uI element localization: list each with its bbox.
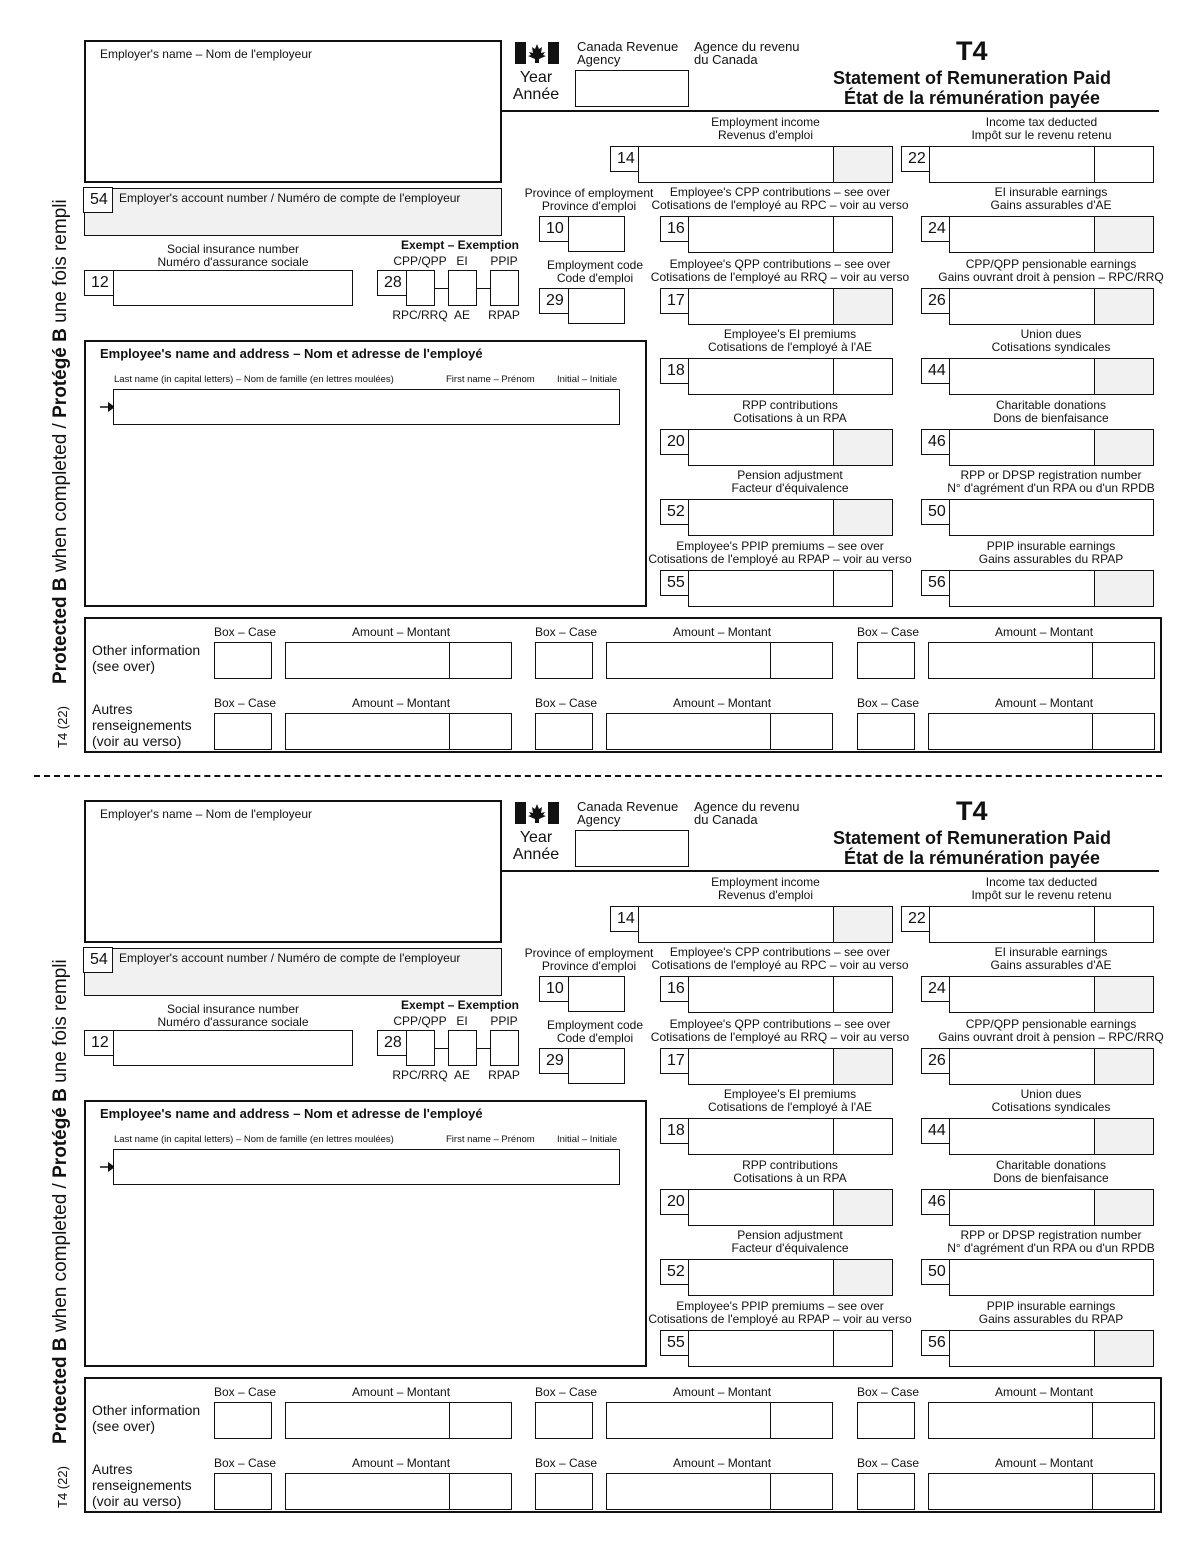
- box-56-label: PPIP insurable earnings Gains assurables du RPAP: [978, 539, 1124, 566]
- exempt-title: Exempt – Exemption: [400, 238, 520, 252]
- other-amount-cents[interactable]: [770, 643, 832, 678]
- year-label: Year Année: [512, 829, 560, 863]
- box-26-field[interactable]: [949, 288, 1154, 325]
- box-52-cents[interactable]: [833, 1260, 892, 1295]
- other-box-code-field[interactable]: [857, 1402, 915, 1439]
- form-title: Statement of Remuneration Paid État de la rémunération payée: [832, 68, 1112, 108]
- box-18-cents[interactable]: [833, 359, 892, 394]
- box-20-field[interactable]: [688, 429, 893, 466]
- box-14-number: 14: [610, 146, 640, 172]
- header-rule: [502, 870, 1159, 872]
- other-amount-field[interactable]: [606, 642, 833, 679]
- box-18-field[interactable]: [688, 1118, 893, 1155]
- box-55-number: 55: [660, 570, 690, 596]
- box-24-field[interactable]: [949, 216, 1154, 253]
- box-16-number: 16: [660, 216, 690, 242]
- province-field[interactable]: [568, 976, 625, 1012]
- box-17-cents[interactable]: [833, 289, 892, 324]
- box-18-number: 18: [660, 1118, 690, 1144]
- box-26-cents[interactable]: [1094, 1049, 1153, 1084]
- other-box-code-field[interactable]: [857, 713, 915, 750]
- other-amount-label: Amount – Montant: [673, 625, 772, 639]
- box-20-number: 20: [660, 429, 690, 455]
- other-box-label: Box – Case: [857, 696, 920, 710]
- box-55-cents[interactable]: [833, 571, 892, 606]
- other-box-label: Box – Case: [535, 696, 598, 710]
- emp-code-field[interactable]: [568, 288, 625, 324]
- box-50-number: 50: [921, 1259, 951, 1285]
- other-amount-label: Amount – Montant: [995, 1456, 1094, 1470]
- box-16-field[interactable]: [688, 976, 893, 1013]
- year-field[interactable]: [575, 70, 689, 107]
- employer-name-label: Employer's name – Nom de l'employeur: [100, 47, 313, 61]
- other-info-section: Other information (see over) Autres renseignements (voir au verso) Box – Case Amount – Montant Box – Case Amount – Montant Box – Case Amount – Montant Box – Case Amount – Montant Box – Case Amount – Montant Box – Case Amount – Montant: [84, 617, 1162, 753]
- other-box-code-field[interactable]: [214, 642, 272, 679]
- box-52-label: Pension adjustment Facteur d'équivalence: [731, 468, 849, 495]
- other-box-label: Box – Case: [214, 625, 277, 639]
- box-18-label: Employee's EI premiums Cotisations de l'employé à l'AE: [708, 1087, 872, 1114]
- box-26-label: CPP/QPP pensionable earnings Gains ouvrant droit à pension – RPC/RRQ: [938, 1017, 1164, 1044]
- canada-flag-icon: [515, 42, 559, 64]
- other-amount-cents[interactable]: [770, 1403, 832, 1438]
- box-56-number: 56: [921, 570, 951, 596]
- agency-name-en: Canada Revenue Agency: [577, 799, 679, 827]
- other-amount-field[interactable]: [285, 1402, 512, 1439]
- box-16-cents[interactable]: [833, 977, 892, 1012]
- box-44-label: Union dues Cotisations syndicales: [991, 327, 1111, 354]
- box-52-number: 52: [660, 1259, 690, 1285]
- box-20-field[interactable]: [688, 1189, 893, 1226]
- other-amount-field[interactable]: [285, 642, 512, 679]
- other-box-code-field[interactable]: [535, 1473, 593, 1510]
- province-box-number: 10: [539, 976, 569, 1002]
- box-24-cents[interactable]: [1094, 977, 1153, 1012]
- exempt-title: Exempt – Exemption: [400, 998, 520, 1012]
- box-17-number: 17: [660, 288, 690, 314]
- other-box-code-field[interactable]: [214, 1402, 272, 1439]
- employer-name-field[interactable]: [84, 40, 502, 183]
- box-26-cents[interactable]: [1094, 289, 1153, 324]
- box-22-number: 22: [901, 146, 931, 172]
- box-56-label: PPIP insurable earnings Gains assurables du RPAP: [978, 1299, 1124, 1326]
- box-55-label: Employee's PPIP premiums – see over Cotisations de l'employé au RPAP – voir au verso: [648, 539, 912, 566]
- other-amount-label: Amount – Montant: [995, 696, 1094, 710]
- box-50-field[interactable]: [949, 499, 1154, 536]
- box-17-field[interactable]: [688, 288, 893, 325]
- other-amount-cents[interactable]: [449, 643, 511, 678]
- exempt-cpp-checkbox[interactable]: [406, 270, 435, 306]
- box-17-field[interactable]: [688, 1048, 893, 1085]
- box-16-label: Employee's CPP contributions – see over Cotisations de l'employé au RPC – voir au verso: [651, 945, 909, 972]
- box-44-number: 44: [921, 1118, 951, 1144]
- other-amount-field[interactable]: [928, 642, 1155, 679]
- other-amount-field[interactable]: [606, 713, 833, 750]
- box-46-number: 46: [921, 1189, 951, 1215]
- other-box-code-field[interactable]: [857, 642, 915, 679]
- agency-name-fr: Agence du revenu du Canada: [694, 799, 800, 827]
- box-46-label: Charitable donations Dons de bienfaisance: [993, 398, 1109, 425]
- box-14-field[interactable]: [638, 146, 893, 183]
- province-box-number: 10: [539, 216, 569, 242]
- exempt-ppip-checkbox[interactable]: [490, 270, 519, 306]
- box-14-number: 14: [610, 906, 640, 932]
- other-amount-label: Amount – Montant: [352, 1385, 451, 1399]
- box-18-cents[interactable]: [833, 1119, 892, 1154]
- other-amount-cents[interactable]: [1092, 714, 1154, 749]
- employer-name-field[interactable]: [84, 800, 502, 943]
- box-50-number: 50: [921, 499, 951, 525]
- exempt-ei-checkbox[interactable]: [448, 1030, 477, 1066]
- protected-b-notice: Protected B when completed / Protégé B une fois rempli: [50, 199, 71, 684]
- box-52-field[interactable]: [688, 1259, 893, 1296]
- box-16-field[interactable]: [688, 216, 893, 253]
- employee-address-box: Employee's name and address – Nom et adresse de l'employé Last name (in capital letters) – Nom de famille (en lettres moulées) First name – Prénom Initial – Initiale: [84, 1100, 647, 1367]
- other-box-code-field[interactable]: [214, 1473, 272, 1510]
- other-box-label: Box – Case: [857, 1456, 920, 1470]
- box-52-number: 52: [660, 499, 690, 525]
- sin-box-number: 12: [84, 270, 114, 296]
- agency-name-en: Canada Revenue Agency: [577, 39, 679, 67]
- box-20-cents[interactable]: [833, 430, 892, 465]
- box-22-field[interactable]: [929, 146, 1154, 183]
- box-22-label: Income tax deducted Impôt sur le revenu retenu: [971, 875, 1112, 902]
- box-14-cents[interactable]: [833, 907, 892, 942]
- exempt-box-number: 28: [377, 270, 407, 296]
- box-52-label: Pension adjustment Facteur d'équivalence: [731, 1228, 849, 1255]
- sin-field[interactable]: [113, 270, 353, 306]
- box-44-number: 44: [921, 358, 951, 384]
- box-46-field[interactable]: [949, 1189, 1154, 1226]
- other-amount-cents[interactable]: [1092, 1403, 1154, 1438]
- box-56-cents[interactable]: [1094, 1331, 1153, 1366]
- year-field[interactable]: [575, 830, 689, 867]
- employee-address-box: Employee's name and address – Nom et adresse de l'employé Last name (in capital letters) – Nom de famille (en lettres moulées) First name – Prénom Initial – Initiale: [84, 340, 647, 607]
- sin-field[interactable]: [113, 1030, 353, 1066]
- box-14-field[interactable]: [638, 906, 893, 943]
- canada-flag-icon: [515, 802, 559, 824]
- other-amount-cents[interactable]: [770, 1474, 832, 1509]
- box-52-cents[interactable]: [833, 500, 892, 535]
- box-24-number: 24: [921, 216, 951, 242]
- box-55-cents[interactable]: [833, 1331, 892, 1366]
- box-46-cents[interactable]: [1094, 430, 1153, 465]
- box-56-field[interactable]: [949, 1330, 1154, 1367]
- other-box-code-field[interactable]: [857, 1473, 915, 1510]
- province-field[interactable]: [568, 216, 625, 252]
- box-22-number: 22: [901, 906, 931, 932]
- other-amount-field[interactable]: [928, 1473, 1155, 1510]
- sin-label: Social insurance number Numéro d'assurance sociale: [157, 242, 309, 269]
- box-24-label: EI insurable earnings Gains assurables d'AE: [990, 945, 1112, 972]
- form-code: T4: [956, 36, 988, 66]
- box-14-label: Employment income Revenus d'emploi: [711, 115, 820, 142]
- box-17-label: Employee's QPP contributions – see over Cotisations de l'employé au RRQ – voir au verso: [650, 257, 910, 284]
- other-box-label: Box – Case: [535, 1456, 598, 1470]
- other-amount-field[interactable]: [606, 1402, 833, 1439]
- other-amount-label: Amount – Montant: [352, 1456, 451, 1470]
- t4-slip-top: Protected B when completed / Protégé B une fois rempli T4 (22) Employer's name – Nom de l'employeur Canada Revenue Agency Agence du revenu du Canada Year Année T4 Statement of Remuneration Paid État de la rémunération payée 54 Employer's account number / Numéro de compte de l'employeur Social insurance number Numéro d'assurance sociale 12 Exempt – Exemption CPP/QPP EI PPIP 28 RPC/RRQ AE RPAP Employee's name and address – Nom et adresse de l'employé Last name (in capital letters) – Nom de famille (en lettres moulées) First name – Prénom Initial – Initiale Province of employment Province d'emploi 10 Employment code Code d'emploi 29 Employment income Revenus d'emploi 14 Income tax deducted Impôt sur le revenu retenu 22 Employee's CPP contributions – see over Cotisations de l'employé au RPC – voir au verso 16 EI insurable earnings Gains assurables d'AE 24 Employee's QPP contributions – see over Cotisations de l'employé au RRQ – voir au verso 17 CPP/QPP pensionable earnings Gains ouvrant droit à pension – RPC/RRQ 26 Employee's EI premiums Cotisations de l'employé à l'AE 18 Union dues Cotisations syndicales 44 RPP contributions Cotisations à un RPA 20 Charitable donations Dons de bienfaisance 46 Pension adjustment Facteur d'équivalence 52 RPP or DPSP registration number N° d'agrément d'un RPA ou d'un RPDB 50 Employee's PPIP premiums – see over Cotisations de l'employé au RPAP – voir au verso 55 PPIP insurable earnings Gains assurables du RPAP 56 Other information (see over) Autres renseignements (voir au verso) Box – Case Amount – Montant Box – Case Amount – Montant Box – Case Amount – Montant Box – Case Amount – Montant Box – Case Amount – Montant Box – Case Amount – Montant: [0, 0, 1200, 760]
- box-24-number: 24: [921, 976, 951, 1002]
- protected-b-notice: Protected B when completed / Protégé B une fois rempli: [50, 959, 71, 1444]
- box-55-field[interactable]: [688, 570, 893, 607]
- box-20-cents[interactable]: [833, 1190, 892, 1225]
- box-22-field[interactable]: [929, 906, 1154, 943]
- box-26-label: CPP/QPP pensionable earnings Gains ouvrant droit à pension – RPC/RRQ: [938, 257, 1164, 284]
- box-20-label: RPP contributions Cotisations à un RPA: [733, 1158, 847, 1185]
- other-box-label: Box – Case: [214, 696, 277, 710]
- other-amount-label: Amount – Montant: [995, 625, 1094, 639]
- other-box-code-field[interactable]: [214, 713, 272, 750]
- year-label: Year Année: [512, 69, 560, 103]
- sin-box-number: 12: [84, 1030, 114, 1056]
- box-50-label: RPP or DPSP registration number N° d'agrément d'un RPA ou d'un RPDB: [947, 1228, 1155, 1255]
- box-17-cents[interactable]: [833, 1049, 892, 1084]
- box-55-field[interactable]: [688, 1330, 893, 1367]
- form-code: T4: [956, 796, 988, 826]
- box-50-label: RPP or DPSP registration number N° d'agrément d'un RPA ou d'un RPDB: [947, 468, 1155, 495]
- box-16-label: Employee's CPP contributions – see over Cotisations de l'employé au RPC – voir au verso: [651, 185, 909, 212]
- box-14-cents[interactable]: [833, 147, 892, 182]
- box-26-number: 26: [921, 1048, 951, 1074]
- box-22-cents[interactable]: [1094, 147, 1153, 182]
- box-22-label: Income tax deducted Impôt sur le revenu retenu: [971, 115, 1112, 142]
- employer-account-field[interactable]: 54 Employer's account number / Numéro de compte de l'employeur: [84, 948, 502, 996]
- other-box-label: Box – Case: [214, 1385, 277, 1399]
- box-22-cents[interactable]: [1094, 907, 1153, 942]
- agency-name-fr: Agence du revenu du Canada: [694, 39, 800, 67]
- exempt-ei-checkbox[interactable]: [448, 270, 477, 306]
- other-amount-label: Amount – Montant: [352, 696, 451, 710]
- other-amount-field[interactable]: [285, 713, 512, 750]
- box-55-label: Employee's PPIP premiums – see over Cotisations de l'employé au RPAP – voir au verso: [648, 1299, 912, 1326]
- box-44-label: Union dues Cotisations syndicales: [991, 1087, 1111, 1114]
- other-info-section: Other information (see over) Autres renseignements (voir au verso) Box – Case Amount – Montant Box – Case Amount – Montant Box – Case Amount – Montant Box – Case Amount – Montant Box – Case Amount – Montant Box – Case Amount – Montant: [84, 1377, 1162, 1513]
- exempt-box-number: 28: [377, 1030, 407, 1056]
- box-44-cents[interactable]: [1094, 1119, 1153, 1154]
- box-44-cents[interactable]: [1094, 359, 1153, 394]
- box-56-number: 56: [921, 1330, 951, 1356]
- employee-name-field[interactable]: [113, 1149, 620, 1185]
- other-amount-field[interactable]: [606, 1473, 833, 1510]
- other-box-code-field[interactable]: [535, 642, 593, 679]
- box-50-field[interactable]: [949, 1259, 1154, 1296]
- box-55-number: 55: [660, 1330, 690, 1356]
- other-box-label: Box – Case: [214, 1456, 277, 1470]
- box-56-cents[interactable]: [1094, 571, 1153, 606]
- box-16-number: 16: [660, 976, 690, 1002]
- box-24-field[interactable]: [949, 976, 1154, 1013]
- box-46-label: Charitable donations Dons de bienfaisance: [993, 1158, 1109, 1185]
- box-20-label: RPP contributions Cotisations à un RPA: [733, 398, 847, 425]
- employer-account-field[interactable]: 54 Employer's account number / Numéro de compte de l'employeur: [84, 188, 502, 236]
- box-44-field[interactable]: [949, 1118, 1154, 1155]
- other-amount-cents[interactable]: [770, 714, 832, 749]
- box-46-cents[interactable]: [1094, 1190, 1153, 1225]
- other-box-label: Box – Case: [857, 1385, 920, 1399]
- other-amount-cents[interactable]: [449, 1403, 511, 1438]
- box-18-number: 18: [660, 358, 690, 384]
- other-amount-cents[interactable]: [449, 1474, 511, 1509]
- emp-code-field[interactable]: [568, 1048, 625, 1084]
- other-amount-field[interactable]: [285, 1473, 512, 1510]
- box-46-number: 46: [921, 429, 951, 455]
- employee-name-field[interactable]: [113, 389, 620, 425]
- box-16-cents[interactable]: [833, 217, 892, 252]
- form-version: T4 (22): [55, 706, 70, 748]
- box-26-field[interactable]: [949, 1048, 1154, 1085]
- box-24-label: EI insurable earnings Gains assurables d'AE: [990, 185, 1112, 212]
- exempt-ppip-checkbox[interactable]: [490, 1030, 519, 1066]
- other-amount-cents[interactable]: [449, 714, 511, 749]
- other-amount-label: Amount – Montant: [995, 1385, 1094, 1399]
- other-box-label: Box – Case: [857, 625, 920, 639]
- form-version: T4 (22): [55, 1466, 70, 1508]
- t4-slip-bottom: Protected B when completed / Protégé B une fois rempli T4 (22) Employer's name – Nom de l'employeur Canada Revenue Agency Agence du revenu du Canada Year Année T4 Statement of Remuneration Paid État de la rémunération payée 54 Employer's account number / Numéro de compte de l'employeur Social insurance number Numéro d'assurance sociale 12 Exempt – Exemption CPP/QPP EI PPIP 28 RPC/RRQ AE RPAP Employee's name and address – Nom et adresse de l'employé Last name (in capital letters) – Nom de famille (en lettres moulées) First name – Prénom Initial – Initiale Province of employment Province d'emploi 10 Employment code Code d'emploi 29 Employment income Revenus d'emploi 14 Income tax deducted Impôt sur le revenu retenu 22 Employee's CPP contributions – see over Cotisations de l'employé au RPC – voir au verso 16 EI insurable earnings Gains assurables d'AE 24 Employee's QPP contributions – see over Cotisations de l'employé au RRQ – voir au verso 17 CPP/QPP pensionable earnings Gains ouvrant droit à pension – RPC/RRQ 26 Employee's EI premiums Cotisations de l'employé à l'AE 18 Union dues Cotisations syndicales 44 RPP contributions Cotisations à un RPA 20 Charitable donations Dons de bienfaisance 46 Pension adjustment Facteur d'équivalence 52 RPP or DPSP registration number N° d'agrément d'un RPA ou d'un RPDB 50 Employee's PPIP premiums – see over Cotisations de l'employé au RPAP – voir au verso 55 PPIP insurable earnings Gains assurables du RPAP 56 Other information (see over) Autres renseignements (voir au verso) Box – Case Amount – Montant Box – Case Amount – Montant Box – Case Amount – Montant Box – Case Amount – Montant Box – Case Amount – Montant Box – Case Amount – Montant: [0, 760, 1200, 1520]
- box-20-number: 20: [660, 1189, 690, 1215]
- employer-name-label: Employer's name – Nom de l'employeur: [100, 807, 313, 821]
- box-17-number: 17: [660, 1048, 690, 1074]
- box-24-cents[interactable]: [1094, 217, 1153, 252]
- emp-code-box-number: 29: [539, 1048, 569, 1074]
- emp-code-box-number: 29: [539, 288, 569, 314]
- other-amount-cents[interactable]: [1092, 643, 1154, 678]
- box-18-field[interactable]: [688, 358, 893, 395]
- other-box-code-field[interactable]: [535, 713, 593, 750]
- box-17-label: Employee's QPP contributions – see over Cotisations de l'employé au RRQ – voir au verso: [650, 1017, 910, 1044]
- form-title: Statement of Remuneration Paid État de la rémunération payée: [832, 828, 1112, 868]
- other-amount-field[interactable]: [928, 1402, 1155, 1439]
- exempt-cpp-checkbox[interactable]: [406, 1030, 435, 1066]
- box-56-field[interactable]: [949, 570, 1154, 607]
- other-box-label: Box – Case: [535, 625, 598, 639]
- box-14-label: Employment income Revenus d'emploi: [711, 875, 820, 902]
- sin-label: Social insurance number Numéro d'assurance sociale: [157, 1002, 309, 1029]
- box-46-field[interactable]: [949, 429, 1154, 466]
- other-amount-label: Amount – Montant: [673, 1456, 772, 1470]
- other-amount-cents[interactable]: [1092, 1474, 1154, 1509]
- box-44-field[interactable]: [949, 358, 1154, 395]
- other-box-code-field[interactable]: [535, 1402, 593, 1439]
- header-rule: [502, 110, 1159, 112]
- other-amount-label: Amount – Montant: [352, 625, 451, 639]
- other-amount-label: Amount – Montant: [673, 1385, 772, 1399]
- other-amount-label: Amount – Montant: [673, 696, 772, 710]
- box-26-number: 26: [921, 288, 951, 314]
- other-amount-field[interactable]: [928, 713, 1155, 750]
- other-box-label: Box – Case: [535, 1385, 598, 1399]
- box-52-field[interactable]: [688, 499, 893, 536]
- box-18-label: Employee's EI premiums Cotisations de l'employé à l'AE: [708, 327, 872, 354]
